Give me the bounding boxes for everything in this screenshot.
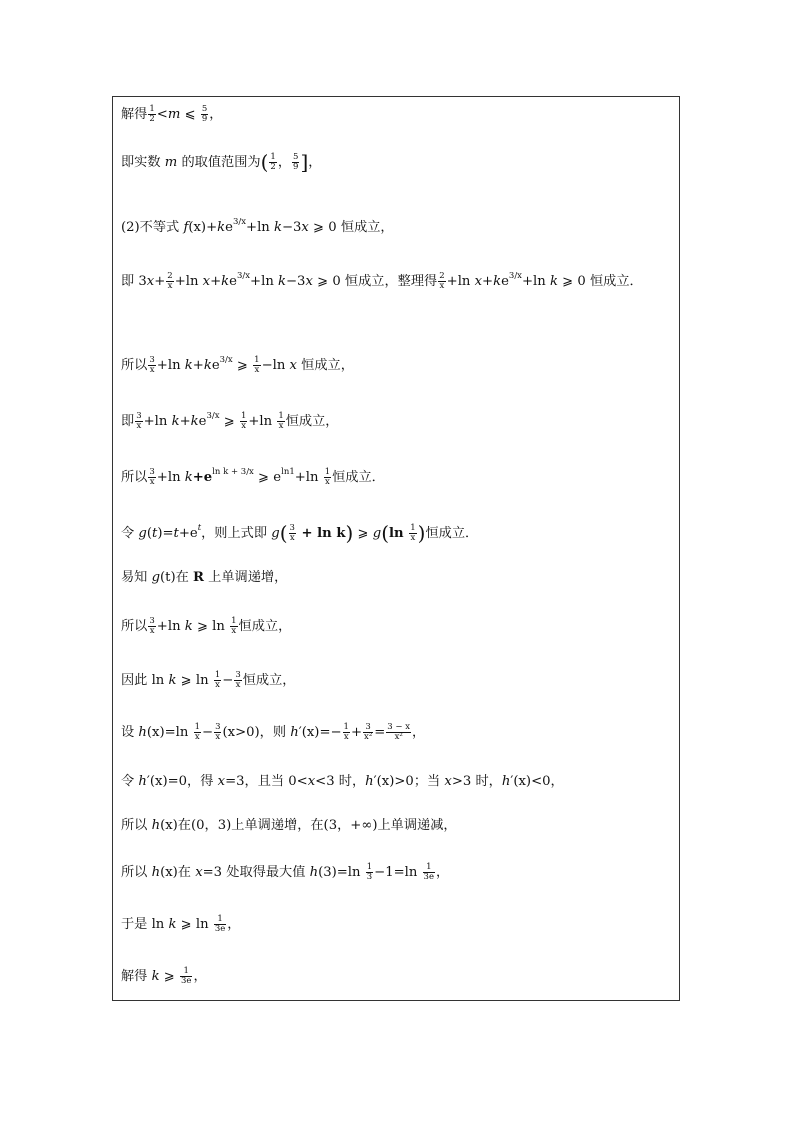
math-token: h	[151, 818, 161, 833]
fraction	[386, 723, 411, 742]
fraction	[409, 524, 416, 543]
math-token: +	[350, 725, 363, 740]
math-token: 即	[121, 414, 135, 429]
math-token: 1	[366, 862, 373, 872]
math-token: 1	[423, 863, 435, 873]
math-token: k	[273, 220, 282, 235]
math-token: 3	[366, 872, 373, 882]
math-token: ⩾	[159, 969, 180, 984]
math-token: ⩾	[219, 414, 239, 429]
math-token: ⩾ 0 恒成立，	[308, 220, 394, 235]
line-9	[121, 569, 673, 587]
math-token: k	[221, 274, 230, 289]
math-token: +ln	[156, 358, 185, 373]
fraction	[269, 153, 276, 172]
math-token: 1	[194, 722, 200, 732]
fraction	[214, 723, 221, 742]
fraction	[324, 468, 331, 487]
math-token: k	[184, 619, 193, 634]
math-token: ⩽	[180, 107, 200, 122]
math-token: g	[271, 526, 280, 541]
math-token: ，	[308, 155, 322, 170]
math-token: +	[206, 220, 218, 235]
fraction	[240, 412, 247, 431]
math-token: 所以	[121, 619, 148, 634]
math-token: ⩾ 0 恒成立．	[557, 274, 643, 289]
math-token: 3/x	[232, 217, 247, 227]
fraction	[135, 412, 142, 431]
math-token: ⩾ ln	[176, 673, 213, 688]
math-token: +	[192, 358, 204, 373]
math-token: x	[278, 421, 284, 431]
math-token: t	[173, 526, 179, 541]
math-token: x	[146, 274, 155, 289]
math-token: k	[493, 274, 502, 289]
math-token: +ln	[174, 274, 203, 289]
math-token: ln	[389, 526, 409, 541]
math-token: h	[365, 774, 374, 789]
math-token: =3，且当 0<	[225, 774, 308, 789]
math-token: ′(x)=−	[298, 725, 342, 740]
math-token: 3	[215, 722, 221, 732]
math-token: 1	[289, 467, 295, 477]
math-token: (	[381, 521, 390, 545]
math-token: 所以	[121, 358, 148, 373]
math-token: k	[184, 470, 193, 485]
math-token: x	[215, 680, 220, 690]
math-token: −	[222, 673, 234, 688]
math-token: e	[229, 274, 237, 289]
math-token: g	[151, 570, 161, 585]
line-1	[121, 105, 673, 124]
math-token: e	[211, 358, 220, 373]
math-token: +	[210, 274, 222, 289]
fraction	[201, 105, 208, 124]
math-token: 恒成立，	[242, 673, 296, 688]
fraction	[234, 671, 241, 690]
math-token: )=	[157, 526, 174, 541]
math-token: k	[168, 917, 177, 932]
math-token: ，	[209, 107, 223, 122]
math-token: 上单调递增，	[203, 570, 288, 585]
math-token: h	[151, 865, 161, 880]
math-token: ⩾ ln	[192, 619, 230, 634]
math-token: 5	[293, 152, 299, 162]
math-token: 1	[149, 104, 155, 114]
math-token: 1	[214, 670, 221, 680]
math-token: x	[410, 533, 416, 543]
fraction	[289, 524, 296, 543]
fraction	[148, 105, 155, 124]
math-token: 即实数	[121, 155, 165, 170]
math-token: +ln	[246, 220, 274, 235]
line-12	[121, 723, 673, 742]
math-token: e	[225, 220, 233, 235]
line-14	[121, 817, 673, 835]
math-token: g	[372, 526, 382, 541]
math-token: −3	[286, 274, 306, 289]
fraction	[214, 915, 226, 934]
math-token: +ln	[156, 619, 185, 634]
math-token: R	[193, 570, 204, 585]
math-token: (x)	[188, 220, 207, 235]
math-token: ，	[227, 917, 241, 932]
math-token: 3	[136, 411, 142, 421]
math-token: +ln	[294, 470, 323, 485]
math-token: 易知	[121, 570, 152, 585]
math-token: 1	[214, 915, 226, 925]
math-token: x	[325, 477, 330, 487]
math-token: 3 − x	[387, 722, 411, 732]
math-token: (	[260, 150, 269, 174]
math-token: ，	[277, 155, 292, 170]
math-token: ⩾	[353, 526, 373, 541]
math-token: 3	[149, 467, 155, 477]
math-token: x	[136, 421, 142, 431]
math-token: (	[146, 526, 152, 541]
math-token: 在	[175, 570, 194, 585]
math-token: x	[149, 626, 155, 636]
math-token: +	[482, 274, 494, 289]
math-token: −ln	[261, 358, 290, 373]
math-token: 1	[410, 523, 416, 533]
math-token: +ln	[446, 274, 475, 289]
math-token: h	[501, 774, 511, 789]
math-token: 3	[149, 616, 155, 626]
math-token: >3 时，	[451, 774, 502, 789]
line-10	[121, 617, 673, 636]
math-token: +ln	[521, 274, 550, 289]
math-token: 1	[254, 355, 260, 365]
math-token: =	[374, 725, 386, 740]
math-token: ，	[193, 969, 207, 984]
math-token: h	[309, 865, 319, 880]
math-token: 3e	[214, 924, 226, 934]
math-token: x	[215, 732, 221, 742]
line-17	[121, 967, 673, 986]
math-token: ln	[281, 467, 290, 477]
math-token: <	[156, 107, 168, 122]
math-token: x	[301, 220, 309, 235]
math-token: 1	[278, 411, 284, 421]
fraction	[438, 272, 445, 291]
fraction	[423, 863, 435, 882]
math-token: x	[194, 732, 200, 742]
math-token: (	[279, 521, 288, 545]
math-token: 3	[235, 670, 241, 680]
line-3	[121, 213, 673, 237]
math-token: 3/x	[240, 467, 254, 477]
math-token: 1	[270, 152, 276, 162]
math-token: +ln	[248, 414, 277, 429]
math-token: 3/x	[206, 411, 220, 421]
math-token: 所以	[121, 818, 152, 833]
math-token: 恒成立，	[296, 358, 354, 373]
math-token: m	[167, 107, 181, 122]
math-token: k	[278, 274, 286, 289]
math-token: ]	[300, 150, 309, 174]
math-token: f	[183, 220, 189, 235]
math-token: (x)=ln	[146, 725, 193, 740]
math-token: +	[154, 274, 166, 289]
math-token: =3 处取得最大值	[202, 865, 310, 880]
math-token: ′(x)>0；当	[373, 774, 445, 789]
math-token: 3/x	[508, 271, 522, 281]
line-8	[121, 519, 673, 543]
math-token: 9	[201, 114, 208, 124]
math-token: 解得	[121, 969, 152, 984]
math-token: g	[138, 526, 147, 541]
math-token: ⩾ ln	[176, 917, 213, 932]
math-token: 恒成立，	[285, 414, 339, 429]
math-token: k	[549, 274, 558, 289]
line-15	[121, 863, 673, 882]
math-token: 恒成立．	[425, 526, 479, 541]
math-token: (t)	[160, 570, 176, 585]
math-token: e	[501, 274, 509, 289]
fraction	[366, 863, 373, 882]
line-2	[121, 150, 673, 174]
fraction	[148, 356, 155, 375]
math-token: x²	[394, 732, 403, 742]
math-token: x	[305, 274, 313, 289]
math-token: 5	[201, 104, 208, 114]
math-token: 所以	[121, 470, 148, 485]
math-token: x	[195, 865, 203, 880]
math-token: h	[290, 725, 299, 740]
math-token: (3)=ln	[318, 865, 365, 880]
math-token: ′(x)=0，得	[146, 774, 218, 789]
line-7	[121, 463, 673, 487]
math-token: x	[254, 365, 260, 375]
fraction	[363, 723, 373, 742]
math-token: (2)不等式	[121, 220, 184, 235]
math-token: x	[343, 732, 349, 742]
math-token: x²	[364, 732, 373, 742]
math-token: ⩾	[232, 358, 253, 373]
fraction	[166, 272, 173, 291]
math-token: + ln k	[296, 526, 346, 541]
math-token: 于是 ln	[121, 917, 169, 932]
math-token: 3e	[181, 976, 192, 986]
math-token: 1	[343, 722, 349, 732]
fraction	[277, 412, 284, 431]
line-11	[121, 671, 673, 690]
math-token: x	[289, 533, 295, 543]
math-token: h	[138, 725, 147, 740]
math-token: 1	[180, 967, 192, 977]
math-token: k	[203, 358, 212, 373]
math-token: 1	[231, 616, 237, 626]
math-token: 3/x	[236, 271, 251, 281]
math-token: x	[149, 365, 155, 375]
math-token: ，	[436, 865, 450, 880]
math-token: m	[164, 155, 178, 170]
math-token: x	[202, 274, 211, 289]
math-token: x	[444, 774, 452, 789]
math-token: ln k +	[212, 467, 241, 477]
math-token: k	[190, 414, 199, 429]
math-token: x	[217, 774, 226, 789]
math-token: 因此 ln	[121, 673, 169, 688]
math-token: 解得	[121, 107, 148, 122]
math-token: )	[345, 521, 354, 545]
math-token: x	[289, 358, 297, 373]
math-token: ⩾ e	[253, 470, 282, 485]
math-token: −3	[281, 220, 302, 235]
math-token: x	[167, 281, 173, 291]
math-token: 3e	[423, 872, 434, 882]
math-token: ，则上式即	[201, 526, 272, 541]
math-token: 恒成立．	[332, 470, 385, 485]
fraction	[148, 617, 155, 636]
fraction	[253, 356, 260, 375]
math-token: x	[474, 274, 483, 289]
math-token: (x)在(0，3)上单调递增，在(3，+∞)上单调递减，	[160, 818, 457, 833]
math-token: 3	[149, 355, 155, 365]
math-token: (x)在	[160, 865, 196, 880]
fraction	[148, 468, 155, 487]
math-token: k	[151, 969, 160, 984]
math-token: 3/x	[219, 355, 233, 365]
math-token: 令	[121, 526, 139, 541]
math-token: 1	[324, 467, 331, 477]
math-token: <3 时，	[315, 774, 366, 789]
math-token: 2	[167, 271, 173, 281]
line-6	[121, 407, 673, 431]
math-token: 3	[363, 723, 373, 733]
math-token: 的取值范围为	[177, 155, 261, 170]
line-5	[121, 351, 673, 375]
math-token: 即 3	[121, 274, 147, 289]
math-token: (x>0)，则	[222, 725, 291, 740]
math-token: ⩾ 0 恒成立，整理得	[312, 274, 438, 289]
math-token: 1	[240, 411, 247, 421]
line-16	[121, 915, 673, 934]
math-token: −1=ln	[374, 865, 422, 880]
math-token: x	[439, 281, 445, 291]
math-token: t	[197, 523, 202, 533]
math-token: +ln	[143, 414, 172, 429]
math-token: 2	[270, 162, 276, 172]
math-token: ，	[412, 725, 426, 740]
math-token: x	[149, 477, 155, 487]
math-token: ′(x)<0，	[510, 774, 564, 789]
line-13	[121, 773, 673, 791]
math-token: 2	[149, 114, 155, 124]
fraction	[214, 671, 221, 690]
math-token: 2	[439, 271, 445, 281]
math-token: +ln	[156, 470, 185, 485]
answer-box	[112, 96, 680, 1001]
math-token: k	[171, 414, 180, 429]
fraction	[343, 723, 350, 742]
fraction	[180, 967, 192, 986]
math-token: x	[235, 680, 241, 690]
math-token: t	[152, 526, 158, 541]
math-token: +e	[192, 470, 213, 485]
math-token: x	[231, 626, 237, 636]
math-token: 所以	[121, 865, 152, 880]
math-token: 令	[121, 774, 139, 789]
math-token: +ln	[250, 274, 278, 289]
math-token: +	[179, 414, 191, 429]
math-token: )	[417, 521, 426, 545]
math-token: k	[184, 358, 193, 373]
math-token: x	[307, 774, 316, 789]
line-4	[121, 261, 673, 297]
math-token: +e	[178, 526, 198, 541]
math-token: 9	[293, 162, 299, 172]
math-token: h	[138, 774, 147, 789]
math-token: 恒成立，	[238, 619, 292, 634]
math-token: k	[217, 220, 226, 235]
math-token: 3	[289, 523, 295, 533]
fraction	[230, 617, 237, 636]
math-token: e	[198, 414, 207, 429]
fraction	[292, 153, 299, 172]
math-token: −	[202, 725, 214, 740]
math-token: k	[168, 673, 177, 688]
math-token: 设	[121, 725, 139, 740]
fraction	[194, 723, 201, 742]
math-token: x	[241, 421, 247, 431]
